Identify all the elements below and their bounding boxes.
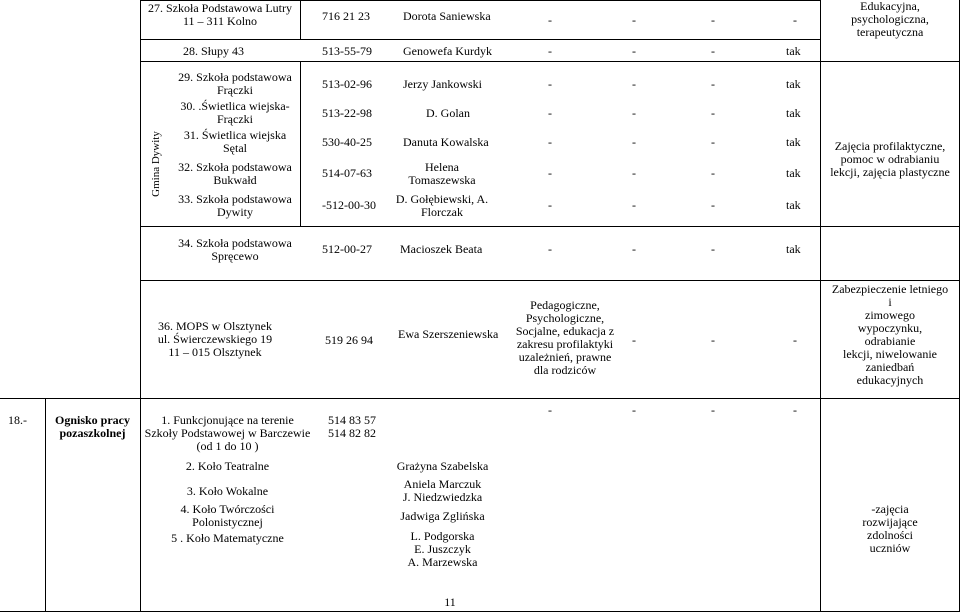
col-c: - bbox=[711, 135, 715, 149]
gmina-label: Gmina Dywity bbox=[150, 131, 162, 197]
help-type: -zajęcia bbox=[871, 502, 909, 516]
col-d: - bbox=[793, 13, 797, 27]
institution-street: ul. Świerczewskiego 19 bbox=[157, 332, 273, 346]
item-2-person: Grażyna Szabelska bbox=[396, 459, 489, 473]
phone: 513-02-96 bbox=[322, 77, 372, 91]
item-5-person: L. Podgorska bbox=[410, 529, 475, 543]
phone: 530-40-25 bbox=[322, 135, 372, 149]
phone: 514 83 57 bbox=[328, 413, 376, 427]
col-c: - bbox=[711, 44, 715, 58]
contact-person: Jerzy Jankowski bbox=[403, 77, 482, 91]
col-c: - bbox=[711, 166, 715, 180]
help-forms-line: Socjalne, edukacja z bbox=[515, 324, 615, 338]
institution-city: 11 – 015 Olsztynek bbox=[168, 345, 262, 359]
school-name: 30. .Świetlica wiejska- bbox=[180, 99, 290, 113]
col-d: - bbox=[793, 403, 797, 417]
col-a: - bbox=[548, 403, 552, 417]
help-type-line2: psychologiczna, bbox=[851, 12, 929, 26]
phone: -512-00-30 bbox=[322, 198, 376, 212]
school-name: 32. Szkoła podstawowa bbox=[178, 160, 292, 174]
help-type-line: lekcji, niwelowanie bbox=[843, 347, 937, 361]
school-name: 33. Szkoła podstawowa bbox=[178, 192, 292, 206]
col-b: - bbox=[632, 135, 636, 149]
help-type: Zabezpieczenie letniego bbox=[831, 282, 949, 296]
help-type-line: i bbox=[888, 295, 892, 309]
help-type-line2: rozwijające bbox=[862, 515, 918, 529]
phone: 519 26 94 bbox=[325, 333, 373, 347]
row-number: 18.- bbox=[8, 413, 27, 427]
col-b: - bbox=[632, 166, 636, 180]
unit-name: Ognisko pracy bbox=[54, 413, 130, 427]
col-a: - bbox=[548, 198, 552, 212]
phone: 716 21 23 bbox=[322, 9, 370, 23]
col-b: - bbox=[632, 77, 636, 91]
col-c: - bbox=[711, 106, 715, 120]
institution-name: 36. MOPS w Olsztynek bbox=[157, 319, 272, 333]
school-name: 31. Świetlica wiejska bbox=[183, 128, 287, 142]
col-d: tak bbox=[786, 77, 801, 91]
gmina-help-type-line2: pomoc w odrabianiu bbox=[840, 152, 940, 166]
col-c: - bbox=[711, 333, 715, 347]
school-name: 34. Szkoła podstawowa bbox=[178, 236, 292, 250]
contact-person: Ewa Szerszeniewska bbox=[398, 327, 499, 341]
item-4-person: Jadwiga Zglińska bbox=[400, 509, 485, 523]
help-type-line4: uczniów bbox=[869, 541, 911, 555]
help-forms-line: zakresu profilaktyki bbox=[516, 337, 614, 351]
item-5: 5 . Koło Matematyczne bbox=[171, 531, 284, 545]
col-d: tak bbox=[786, 198, 801, 212]
contact-person: Macioszek Beata bbox=[400, 242, 483, 256]
school-place: Frączki bbox=[217, 112, 253, 126]
col-a: - bbox=[548, 135, 552, 149]
school-place: Frączki bbox=[217, 83, 253, 97]
col-c: - bbox=[711, 242, 715, 256]
help-type-line: odrabianie bbox=[864, 334, 916, 348]
contact-person: Dorota Saniewska bbox=[403, 9, 491, 23]
col-d: tak bbox=[786, 44, 801, 58]
help-type-line3: zdolności bbox=[867, 528, 913, 542]
unit-name-line2: pozaszkolnej bbox=[59, 426, 126, 440]
help-type-line3: terapeutyczna bbox=[856, 25, 924, 39]
gmina-help-type-line3: lekcji, zajęcia plastyczne bbox=[830, 165, 950, 179]
col-b: - bbox=[632, 333, 636, 347]
item-4: 4. Koło Twórczości bbox=[180, 502, 275, 516]
col-b: - bbox=[632, 242, 636, 256]
item-5-person-line3: A. Marzewska bbox=[407, 555, 478, 569]
help-type-line: wypoczynku, bbox=[857, 321, 923, 335]
col-b: - bbox=[632, 198, 636, 212]
col-c: - bbox=[711, 403, 715, 417]
item-3-person: Aniela Marczuk bbox=[403, 477, 482, 491]
help-type-line: zimowego bbox=[865, 308, 915, 322]
phone: 514-07-63 bbox=[322, 166, 372, 180]
col-d: tak bbox=[786, 242, 801, 256]
school-place: Bukwałd bbox=[213, 173, 257, 187]
col-c: - bbox=[711, 77, 715, 91]
col-b: - bbox=[632, 106, 636, 120]
help-forms-line: Psychologiczne, bbox=[525, 311, 605, 325]
contact-person: Genowefa Kurdyk bbox=[403, 44, 492, 58]
col-b: - bbox=[632, 13, 636, 27]
phone-line2: 514 82 82 bbox=[328, 426, 376, 440]
col-a: - bbox=[548, 242, 552, 256]
school-name: 29. Szkoła podstawowa bbox=[178, 70, 292, 84]
contact-person: Helena bbox=[425, 160, 459, 174]
item-1-line3: (od 1 do 10 ) bbox=[196, 439, 259, 453]
item-4-line2: Polonistycznej bbox=[192, 515, 263, 529]
col-a: - bbox=[548, 106, 552, 120]
phone: 512-00-27 bbox=[322, 242, 372, 256]
school-place: Sętal bbox=[223, 141, 247, 155]
contact-person: Danuta Kowalska bbox=[403, 135, 489, 149]
col-a: - bbox=[548, 166, 552, 180]
help-type: Edukacyjna, bbox=[860, 0, 920, 13]
help-forms-line: dla rodziców bbox=[533, 363, 597, 377]
col-c: - bbox=[711, 13, 715, 27]
school-address: 11 – 311 Kolno bbox=[182, 14, 258, 28]
phone: 513-55-79 bbox=[322, 44, 372, 58]
col-b: - bbox=[632, 44, 636, 58]
col-a: - bbox=[548, 44, 552, 58]
school-name: 27. Szkoła Podstawowa Lutry bbox=[148, 1, 292, 15]
help-forms-line: uzależnień, prawne bbox=[518, 350, 612, 364]
item-1-line2: Szkoły Podstawowej w Barczewie bbox=[144, 426, 311, 440]
contact-person: D. Golan bbox=[426, 106, 470, 120]
item-1: 1. Funkcjonujące na terenie bbox=[161, 413, 294, 427]
item-3: 3. Koło Wokalne bbox=[186, 484, 269, 498]
school-place: Spręcewo bbox=[211, 249, 259, 263]
school-place: Dywity bbox=[217, 205, 253, 219]
col-d: - bbox=[793, 333, 797, 347]
col-c: - bbox=[711, 198, 715, 212]
col-a: - bbox=[548, 13, 552, 27]
col-d: tak bbox=[786, 106, 801, 120]
col-d: tak bbox=[786, 166, 801, 180]
phone: 513-22-98 bbox=[322, 106, 372, 120]
col-a: - bbox=[548, 77, 552, 91]
help-forms: Pedagogiczne, bbox=[530, 298, 600, 312]
item-2: 2. Koło Teatralne bbox=[185, 459, 270, 473]
col-b: - bbox=[632, 403, 636, 417]
help-type-line: zaniedbań bbox=[865, 360, 915, 374]
item-5-person-line2: E. Juszczyk bbox=[414, 542, 471, 556]
contact-person-line2: Florczak bbox=[421, 205, 463, 219]
page-number: 11 bbox=[444, 595, 456, 609]
col-d: tak bbox=[786, 135, 801, 149]
contact-person: D. Gołębiewski, A. bbox=[395, 192, 489, 206]
contact-person-line2: Tomaszewska bbox=[408, 173, 476, 187]
help-type-line: edukacyjnych bbox=[856, 373, 924, 387]
school-name: 28. Słupy 43 bbox=[183, 44, 245, 58]
gmina-help-type: Zajęcia profilaktyczne, bbox=[834, 139, 946, 153]
item-3-person-line2: J. Niedzwiedzka bbox=[402, 490, 483, 504]
